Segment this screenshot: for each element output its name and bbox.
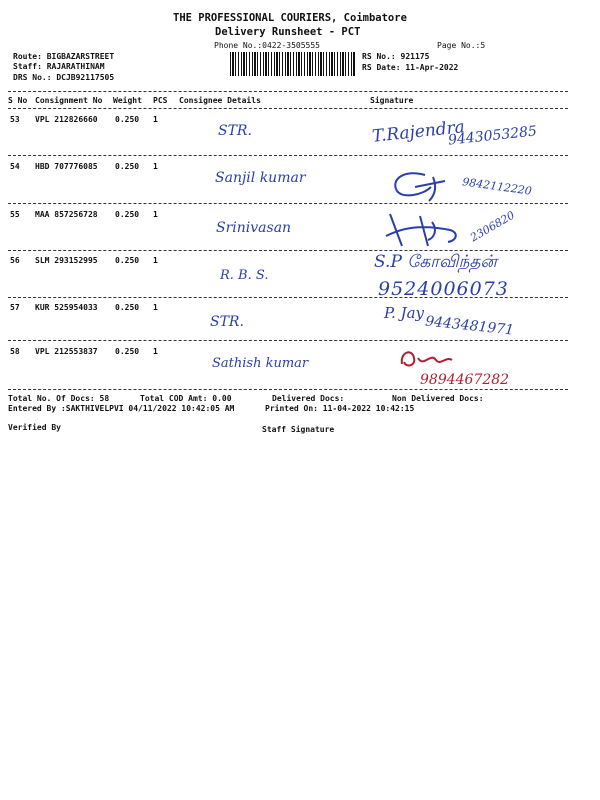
row-sno: 57 bbox=[10, 303, 20, 312]
row-phone: 9894467282 bbox=[420, 372, 510, 388]
row-consignment: KUR 525954033 bbox=[35, 303, 98, 312]
company-title: THE PROFESSIONAL COURIERS, Coimbatore bbox=[173, 12, 407, 24]
row-weight: 0.250 bbox=[115, 162, 140, 171]
printed-on: Printed On: 11-04-2022 10:42:15 bbox=[265, 404, 415, 413]
row-sno: 53 bbox=[10, 115, 20, 124]
divider bbox=[8, 108, 568, 109]
header-pcs: PCS bbox=[153, 96, 168, 105]
row-weight: 0.250 bbox=[115, 256, 140, 265]
divider bbox=[8, 203, 568, 204]
phone-number: Phone No.:0422-3505555 bbox=[214, 41, 320, 50]
row-weight: 0.250 bbox=[115, 210, 140, 219]
staff-signature: Staff Signature bbox=[262, 425, 335, 434]
route-label: Route: BIGBAZARSTREET bbox=[13, 52, 115, 61]
divider bbox=[8, 340, 568, 341]
drs-number: DRS No.: DCJB92117505 bbox=[13, 73, 115, 82]
header-weight: Weight bbox=[113, 96, 142, 105]
row-phone: 9842112220 bbox=[461, 175, 533, 198]
row-phone: 2306820 bbox=[468, 208, 517, 245]
entered-by: Entered By :SAKTHIVELPVI 04/11/2022 10:42:05 AM bbox=[8, 404, 235, 413]
header-consignment: Consignment No bbox=[35, 96, 103, 105]
row-weight: 0.250 bbox=[115, 303, 140, 312]
row-consignment: SLM 293152995 bbox=[35, 256, 98, 265]
row-sno: 58 bbox=[10, 347, 20, 356]
row-phone: 9524006073 bbox=[378, 278, 509, 300]
rs-date: RS Date: 11-Apr-2022 bbox=[362, 63, 459, 72]
row-consignee: R. B. S. bbox=[220, 268, 269, 283]
row-consignment: MAA 857256728 bbox=[35, 210, 98, 219]
divider bbox=[8, 389, 568, 390]
row-signature: S.P கோவிந்தன் bbox=[374, 252, 497, 272]
header-signature: Signature bbox=[370, 96, 414, 105]
signature-scribble bbox=[385, 165, 460, 205]
page-number: Page No.:5 bbox=[437, 41, 486, 50]
staff-label: Staff: RAJARATHINAM bbox=[13, 62, 105, 71]
header-sno: S No bbox=[8, 96, 28, 105]
non-delivered-docs: Non Delivered Docs: bbox=[392, 394, 484, 403]
divider bbox=[8, 91, 568, 92]
row-consignee: Sanjil kumar bbox=[215, 170, 306, 186]
row-sno: 56 bbox=[10, 256, 20, 265]
divider bbox=[8, 155, 568, 156]
row-weight: 0.250 bbox=[115, 115, 140, 124]
verified-by: Verified By bbox=[8, 423, 61, 432]
row-signature: P. Jay bbox=[384, 304, 425, 322]
total-cod: Total COD Amt: 0.00 bbox=[140, 394, 232, 403]
row-consignee: STR. bbox=[210, 314, 244, 330]
barcode bbox=[230, 52, 355, 76]
row-pcs: 1 bbox=[153, 256, 158, 265]
signature-scribble bbox=[396, 344, 456, 372]
row-phone: 9443053285 bbox=[447, 123, 538, 149]
row-sno: 55 bbox=[10, 210, 20, 219]
row-consignment: HBD 707776085 bbox=[35, 162, 98, 171]
runsheet-subtitle: Delivery Runsheet - PCT bbox=[215, 26, 361, 38]
header-consignee: Consignee Details bbox=[179, 96, 261, 105]
total-docs: Total No. Of Docs: 58 bbox=[8, 394, 110, 403]
row-pcs: 1 bbox=[153, 115, 158, 124]
row-pcs: 1 bbox=[153, 347, 158, 356]
divider bbox=[8, 297, 568, 298]
row-consignment: VPL 212826660 bbox=[35, 115, 98, 124]
row-consignment: VPL 212553837 bbox=[35, 347, 98, 356]
row-phone: 9443481971 bbox=[424, 313, 515, 339]
divider bbox=[8, 250, 568, 251]
row-sno: 54 bbox=[10, 162, 20, 171]
row-weight: 0.250 bbox=[115, 347, 140, 356]
row-consignee: Sathish kumar bbox=[212, 356, 309, 371]
row-consignee: STR. bbox=[218, 123, 252, 139]
delivered-docs: Delivered Docs: bbox=[272, 394, 345, 403]
row-signature: T.Rajendra bbox=[371, 117, 466, 147]
row-consignee: Srinivasan bbox=[216, 220, 292, 236]
row-pcs: 1 bbox=[153, 303, 158, 312]
signature-scribble bbox=[380, 206, 465, 250]
row-pcs: 1 bbox=[153, 210, 158, 219]
rs-number: RS No.: 921175 bbox=[362, 52, 430, 61]
row-pcs: 1 bbox=[153, 162, 158, 171]
